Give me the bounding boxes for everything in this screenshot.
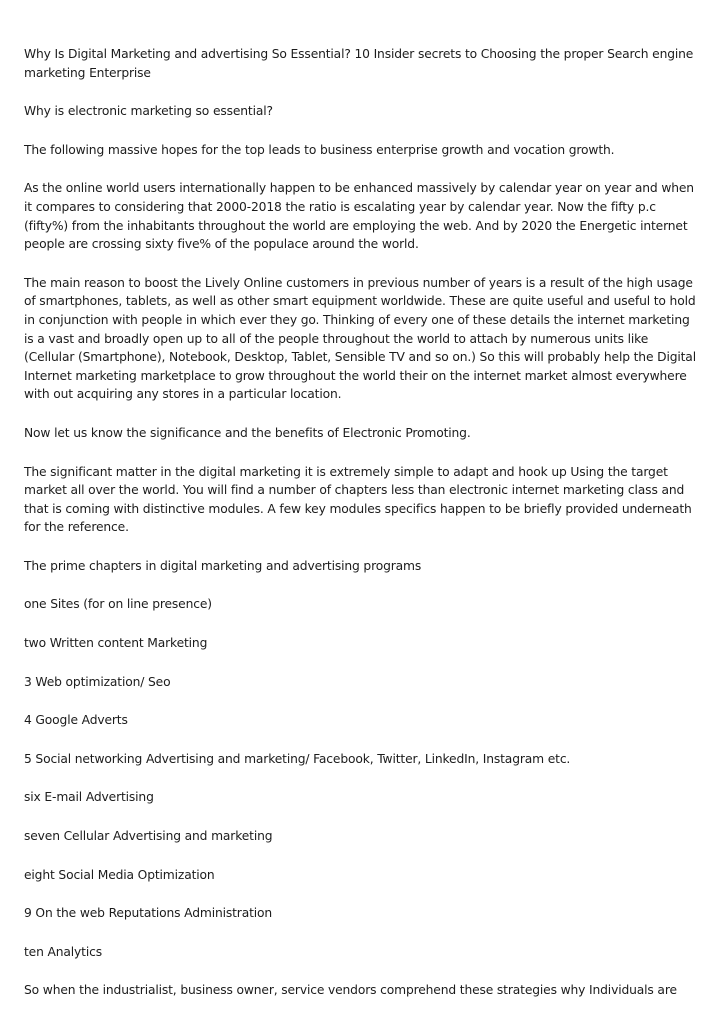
list-item: six E-mail Advertising — [24, 790, 154, 805]
list-item: eight Social Media Optimization — [24, 867, 215, 882]
paragraph-question: Why is electronic marketing so essential? — [24, 104, 273, 119]
paragraph-hopes: The following massive hopes for the top leads to business enterprise growth and vocation growth. — [24, 142, 615, 157]
document-page — [24, 45, 700, 1020]
list-item: 4 Google Adverts — [24, 713, 128, 728]
list-item: seven Cellular Advertising and marketing — [24, 829, 273, 844]
list-item: ten Analytics — [24, 944, 102, 959]
document-title: Why Is Digital Marketing and advertising So Essential? 10 Insider secrets to Choosing the proper Search engine marketing Enterprise — [24, 47, 694, 80]
list-item: 5 Social networking Advertising and marketing/ Facebook, Twitter, LinkedIn, Instagram etc. — [24, 751, 571, 766]
list-item: two Written content Marketing — [24, 636, 208, 651]
list-item: 3 Web optimization/ Seo — [24, 674, 171, 689]
paragraph-closing: So when the industrialist, business owner, service vendors comprehend these strategies why Individuals are — [24, 983, 677, 998]
paragraph-prime-chapters: The prime chapters in digital marketing and advertising programs — [24, 558, 422, 573]
paragraph-online-users: As the online world users internationally happen to be enhanced massively by calendar year on year and when it compares to considering that 2000-2018 the ratio is escalating year by calendar year. Now the fifty p.c (fifty%) from the inhabitants throughout the world are employing the web. And by 2020 the Energetic internet people are crossing sixty five% of the populace around the world. — [24, 181, 694, 252]
paragraph-main-reason: The main reason to boost the Lively Online customers in previous number of years is a result of the high usage of smartphones, tablets, as well as other smart equipment worldwide. These are quite useful and useful to hold in conjunction with people in which ever they go. Thinking of every one of these details the internet marketing is a vast and broadly open up to all of the people throughout the world to attach by numerous units like (Cellular (Smartphone), Notebook, Desktop, Tablet, Sensible TV and so on.) So this will probably help the Digital Internet marketing marketplace to grow throughout the world their on the internet market almost everywhere with out acquiring any stores in a particular location. — [24, 275, 696, 402]
list-item: 9 On the web Reputations Administration — [24, 906, 273, 921]
list-item: one Sites (for on line presence) — [24, 597, 212, 612]
paragraph-significant-matter: The significant matter in the digital marketing it is extremely simple to adapt and hook up Using the target market all over the world. You will find a number of chapters less than electronic internet marketing class and that is coming with distinctive modules. A few key modules specifics happen to be briefly provided underneath for the reference. — [24, 464, 692, 535]
paragraph-significance: Now let us know the significance and the benefits of Electronic Promoting. — [24, 425, 471, 440]
